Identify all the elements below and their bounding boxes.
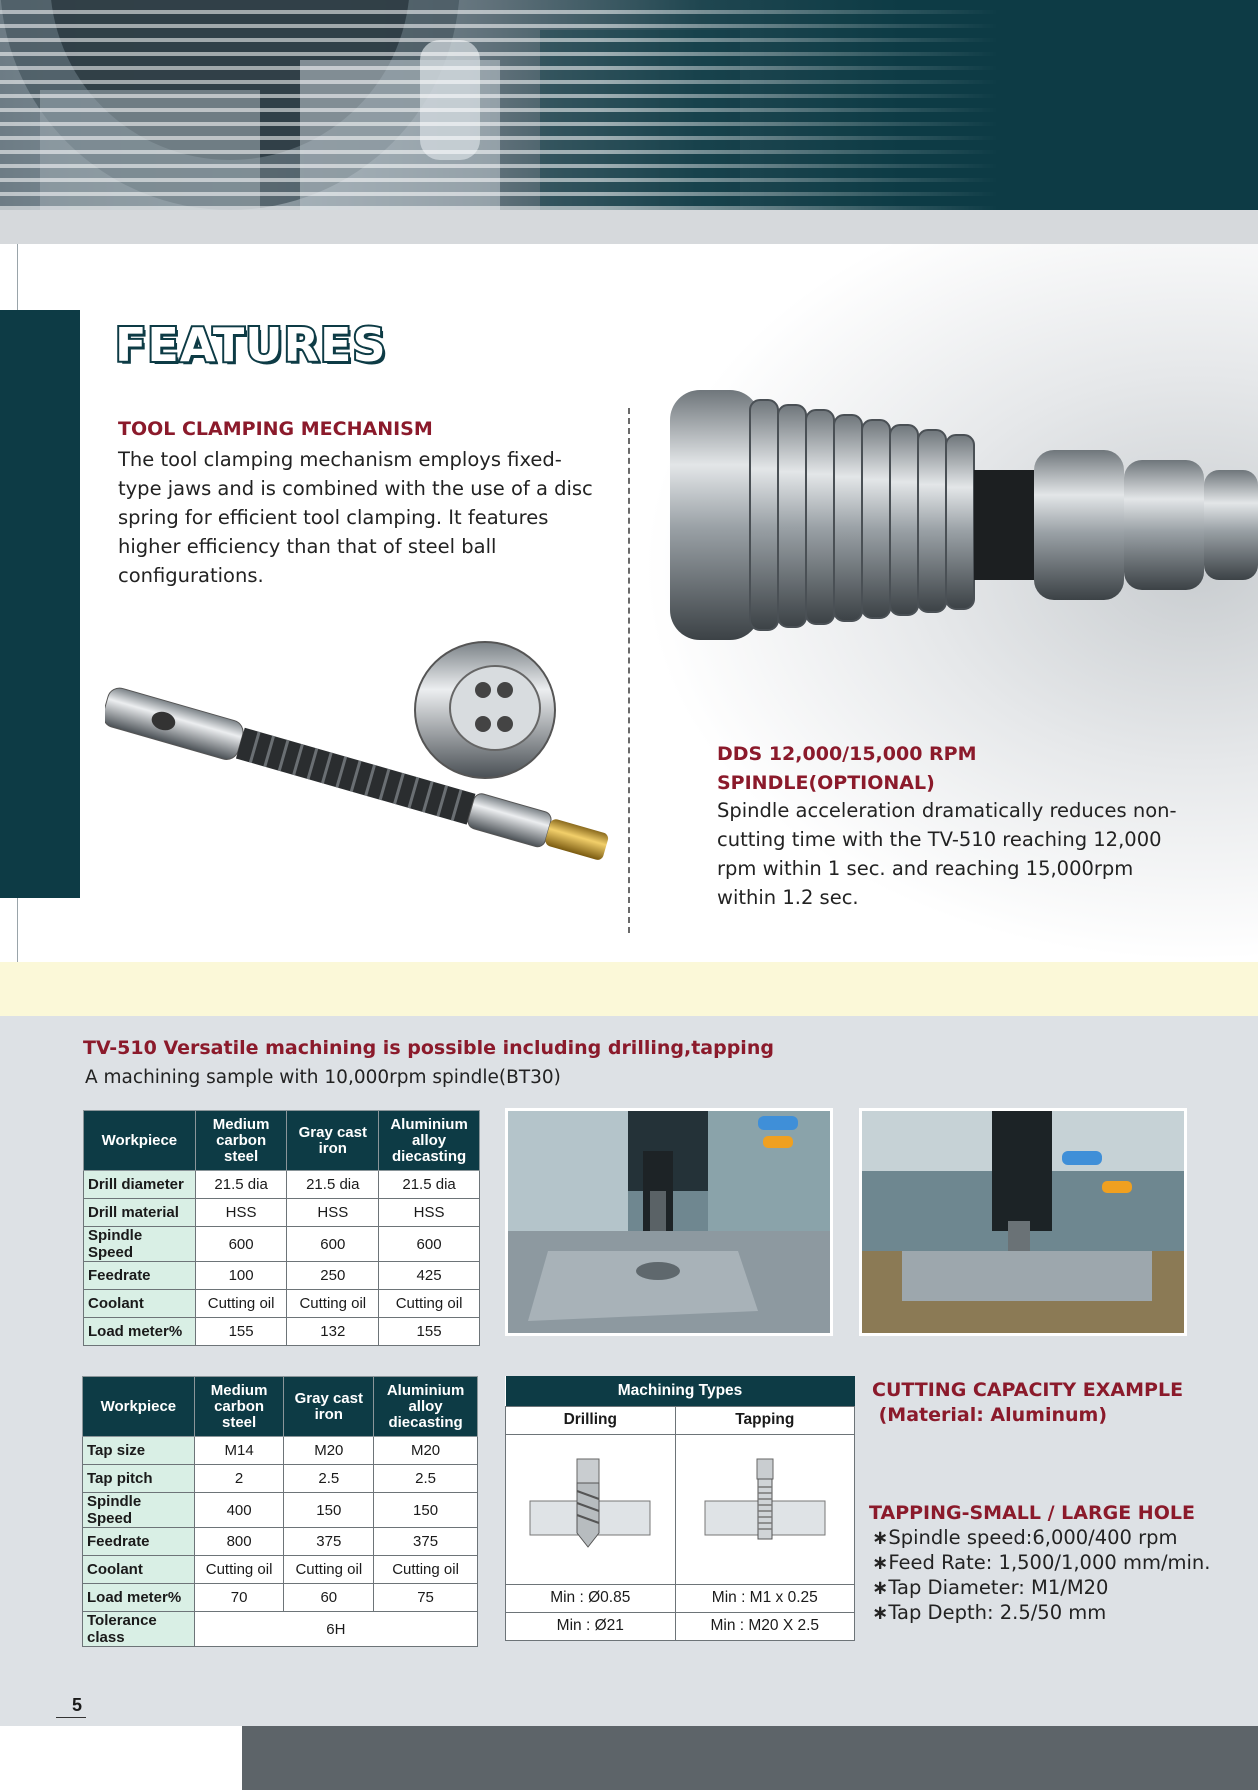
table-cell: 600 — [287, 1227, 379, 1262]
table-cell: M20 — [374, 1437, 478, 1465]
table-row-label: Load meter% — [83, 1584, 195, 1612]
left-accent-bar — [0, 310, 80, 898]
dds-spindle-heading — [717, 740, 977, 798]
drilling-column-header: Drilling — [506, 1406, 676, 1434]
drilling-photo — [505, 1108, 833, 1336]
table-row-label: Drill material — [84, 1199, 196, 1227]
table-cell: 375 — [284, 1528, 374, 1556]
table-row-label: Feedrate — [83, 1528, 195, 1556]
table-cell: HSS — [195, 1199, 287, 1227]
dds-heading-line2: SPINDLE(OPTIONAL) — [717, 772, 935, 794]
tapping-column-header: Tapping — [675, 1406, 854, 1434]
table-row — [83, 1528, 478, 1556]
table-row-label: Tap pitch — [83, 1465, 195, 1493]
dds-spindle-image — [650, 380, 1258, 670]
cutting-capacity-line1: CUTTING CAPACITY EXAMPLE — [872, 1379, 1184, 1401]
table-row — [84, 1262, 480, 1290]
machining-types-title: Machining Types — [506, 1376, 855, 1406]
table-cell: 150 — [374, 1493, 478, 1528]
table-row-label: Feedrate — [84, 1262, 196, 1290]
table-header-row — [506, 1406, 855, 1434]
list-item: ∗ Spindle speed:6,000/400 rpm — [872, 1525, 1211, 1550]
table-row-label: Coolant — [84, 1290, 196, 1318]
tool-clamping-body: The tool clamping mechanism employs fixed-type jaws and is combined with the use of a disc spring for efficient tool clamping. It features higher efficiency than that of steel ball configurations. — [118, 448, 593, 587]
table-cell: 2 — [194, 1465, 284, 1493]
header-banner — [0, 0, 1258, 210]
table-row — [83, 1556, 478, 1584]
machining-subheading: A machining sample with 10,000rpm spindle(BT30) — [85, 1067, 561, 1088]
table-cell: 21.5 dia — [287, 1171, 379, 1199]
table-header-cell: Gray cast iron — [287, 1111, 379, 1171]
table-header-cell: Workpiece — [83, 1377, 195, 1437]
table-cell: 132 — [287, 1318, 379, 1346]
table-header-cell: Gray cast iron — [284, 1377, 374, 1437]
table-header-cell: Aluminium alloy diecasting — [374, 1377, 478, 1437]
table-cell: 375 — [374, 1528, 478, 1556]
table-row — [84, 1318, 480, 1346]
table-row — [84, 1227, 480, 1262]
table-cell: M20 — [284, 1437, 374, 1465]
tap-tool-icon — [700, 1457, 830, 1557]
table-cell: Cutting oil — [374, 1556, 478, 1584]
table-cell: Cutting oil — [287, 1290, 379, 1318]
table-cell: Cutting oil — [379, 1290, 480, 1318]
list-item: ∗ Tap Depth: 2.5/50 mm — [872, 1600, 1211, 1625]
table-cell: Cutting oil — [284, 1556, 374, 1584]
table-cell: 75 — [374, 1584, 478, 1612]
table-cell: 70 — [194, 1584, 284, 1612]
footer-bar — [242, 1726, 1258, 1790]
header-grey-band — [0, 210, 1258, 244]
table-row — [83, 1437, 478, 1465]
tool-clamping-heading: TOOL CLAMPING MECHANISM — [118, 418, 433, 440]
cutting-capacity-line2: (Material: Aluminum) — [872, 1404, 1108, 1426]
table-cell: 2.5 — [284, 1465, 374, 1493]
table-cell: 100 — [195, 1262, 287, 1290]
table-cell: Min : M20 X 2.5 — [675, 1612, 854, 1640]
table-header-cell: Medium carbon steel — [194, 1377, 284, 1437]
dds-spindle-body: Spindle acceleration dramatically reduces non-cutting time with the TV-510 reaching 12,000 rpm within 1 sec. and reaching 15,000rpm within 1.2 sec. — [717, 799, 1177, 909]
table-row — [506, 1584, 855, 1612]
drilling-spec-table — [83, 1110, 480, 1346]
table-header-cell: Medium carbon steel — [195, 1111, 287, 1171]
drilling-photo-illustration — [508, 1111, 833, 1336]
table-cell: 6H — [194, 1612, 477, 1647]
table-row — [506, 1612, 855, 1640]
table-cell: 425 — [379, 1262, 480, 1290]
drilling-diagram — [506, 1434, 676, 1584]
table-cell: 150 — [284, 1493, 374, 1528]
table-cell: Cutting oil — [194, 1556, 284, 1584]
table-cell: 600 — [379, 1227, 480, 1262]
table-row — [84, 1290, 480, 1318]
table-cell: 21.5 dia — [195, 1171, 287, 1199]
table-header-cell: Workpiece — [84, 1111, 196, 1171]
table-row — [83, 1465, 478, 1493]
table-cell: 2.5 — [374, 1465, 478, 1493]
table-cell: 800 — [194, 1528, 284, 1556]
table-row — [84, 1171, 480, 1199]
table-cell: HSS — [287, 1199, 379, 1227]
page-number-underline — [56, 1717, 86, 1718]
tapping-photo — [859, 1108, 1187, 1336]
table-row — [506, 1434, 855, 1584]
table-cell: 400 — [194, 1493, 284, 1528]
table-row-label: Load meter% — [84, 1318, 196, 1346]
list-item: ∗ Tap Diameter: M1/M20 — [872, 1575, 1211, 1600]
banner-stripes — [0, 0, 1000, 210]
table-cell: Cutting oil — [195, 1290, 287, 1318]
table-cell: 155 — [195, 1318, 287, 1346]
yellow-band — [0, 962, 1258, 1016]
table-row-label: Tolerance class — [83, 1612, 195, 1647]
table-row-label: Tap size — [83, 1437, 195, 1465]
list-item: ∗ Feed Rate: 1,500/1,000 mm/min. — [872, 1550, 1211, 1575]
tapping-diagram — [675, 1434, 854, 1584]
table-row-label: Coolant — [83, 1556, 195, 1584]
table-header-row — [84, 1111, 480, 1171]
table-cell: 250 — [287, 1262, 379, 1290]
table-row — [84, 1199, 480, 1227]
table-cell: 60 — [284, 1584, 374, 1612]
table-cell: 155 — [379, 1318, 480, 1346]
page-title: FEATURES — [115, 318, 387, 372]
table-cell: HSS — [379, 1199, 480, 1227]
table-cell: M14 — [194, 1437, 284, 1465]
table-cell: 21.5 dia — [379, 1171, 480, 1199]
page-number: 5 — [72, 1695, 83, 1715]
table-cell: Min : Ø0.85 — [506, 1584, 676, 1612]
table-header-row — [83, 1377, 478, 1437]
table-cell: Min : M1 x 0.25 — [675, 1584, 854, 1612]
tool-clamp-image — [105, 620, 665, 920]
table-cell: 600 — [195, 1227, 287, 1262]
table-row-label: Spindle Speed — [83, 1493, 195, 1528]
table-row — [83, 1493, 478, 1528]
table-header-row — [506, 1376, 855, 1406]
tapping-specs-list — [872, 1525, 1211, 1625]
table-row-label: Spindle Speed — [84, 1227, 196, 1262]
machining-types-table — [505, 1376, 855, 1641]
table-header-cell: Aluminium alloy diecasting — [379, 1111, 480, 1171]
table-cell: Min : Ø21 — [506, 1612, 676, 1640]
tapping-heading: TAPPING-SMALL / LARGE HOLE — [869, 1502, 1195, 1524]
drill-bit-icon — [525, 1457, 655, 1557]
tapping-spec-table — [82, 1376, 478, 1647]
tapping-photo-illustration — [862, 1111, 1187, 1336]
section-divider — [628, 408, 630, 933]
dds-heading-line1: DDS 12,000/15,000 RPM — [717, 743, 977, 765]
cutting-capacity-heading — [872, 1378, 1183, 1428]
machining-heading: TV-510 Versatile machining is possible including drilling,tapping — [83, 1037, 774, 1059]
table-row — [83, 1584, 478, 1612]
table-row — [83, 1612, 478, 1647]
table-row-label: Drill diameter — [84, 1171, 196, 1199]
